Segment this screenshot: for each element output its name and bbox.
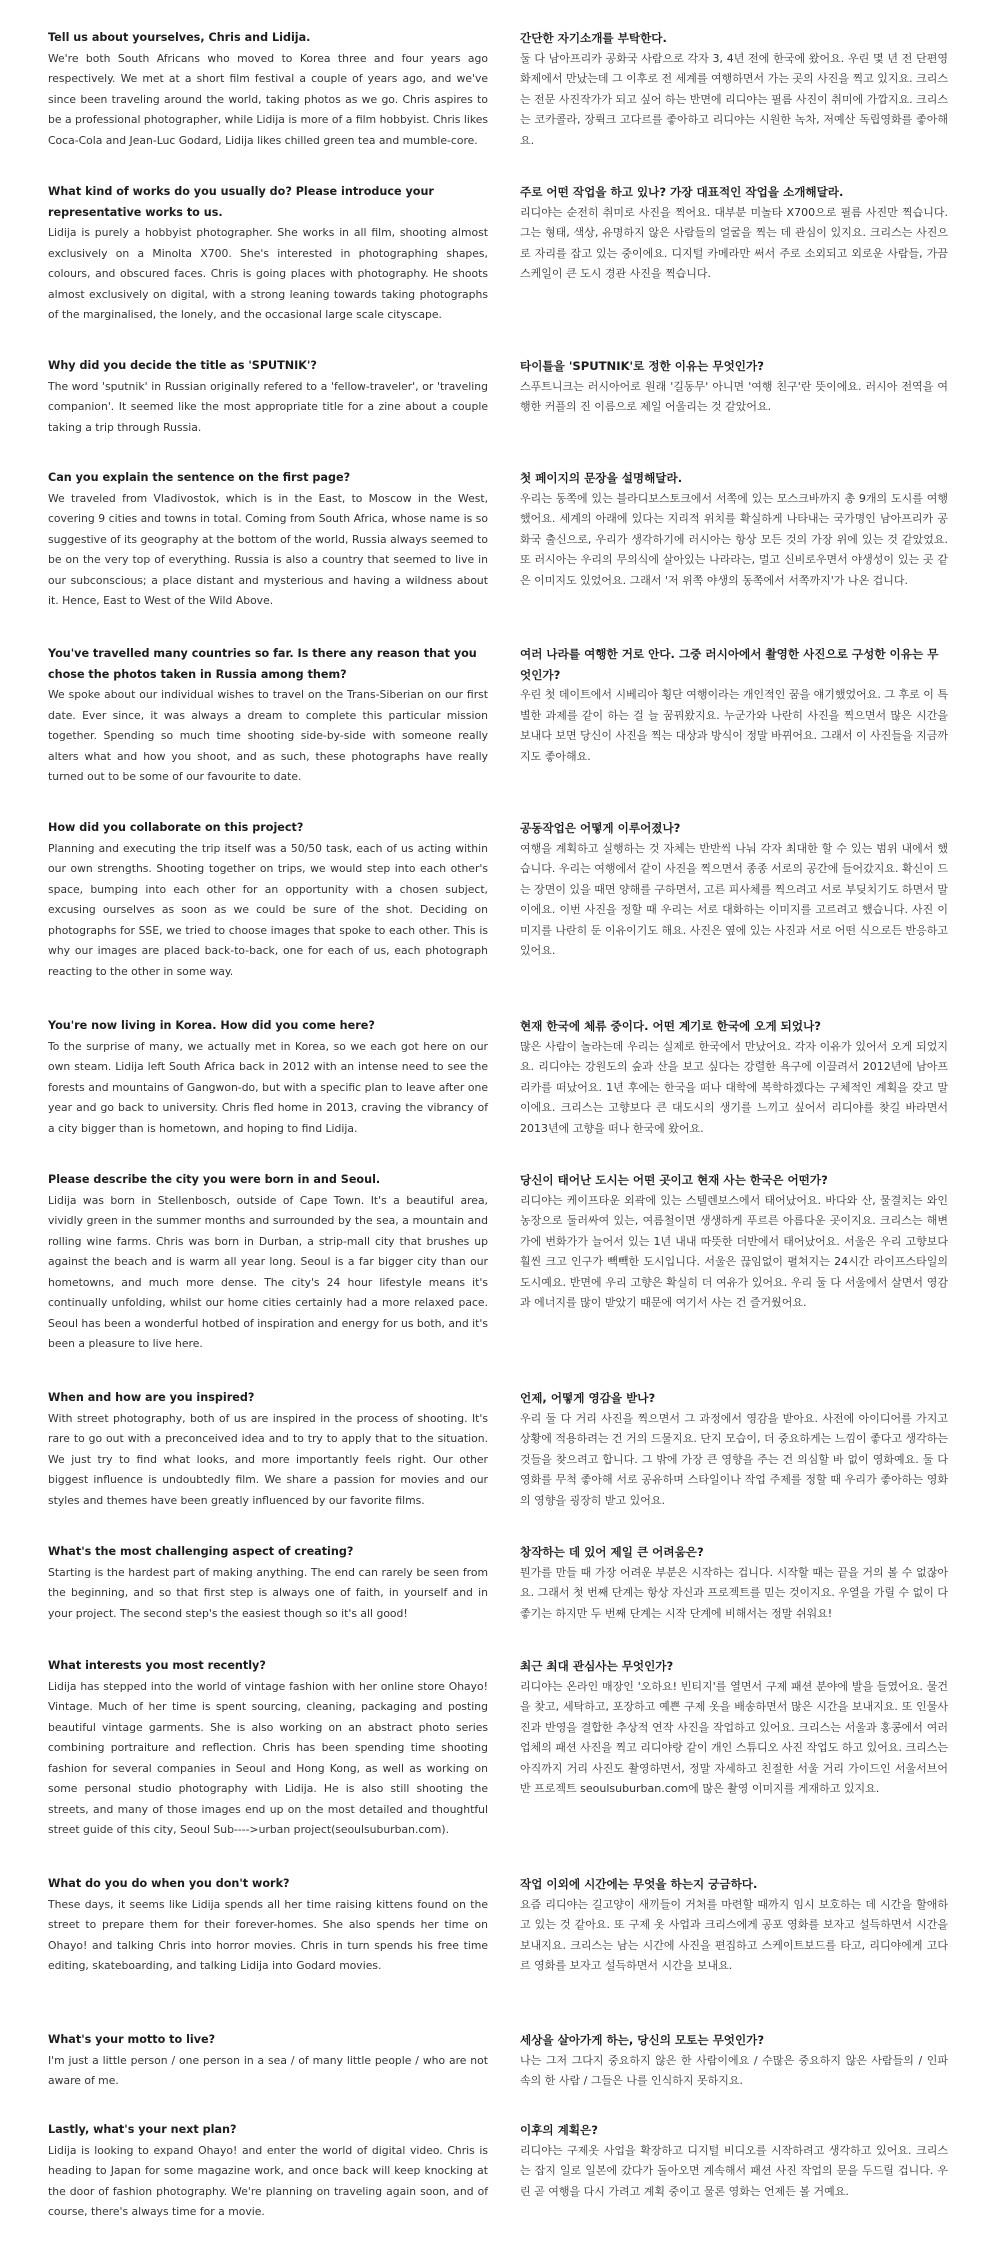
question-ko: 간단한 자기소개를 부탁한다. xyxy=(520,31,667,45)
question-en: You've travelled many countries so far. Is there any reason that you chose the photos taken in Russia among them? xyxy=(48,647,477,681)
answer-ko: 리디야는 구제옷 사업을 확장하고 디지털 비디오를 시작하려고 생각하고 있어요. 크리스는 잡지 일로 일본에 갔다가 돌아오면 계속해서 패션 사진 작업의 문을 두드릴 겁니다. 우린 곧 여행을 다시 가려고 계획 중이고 물론 영화는 언제든 볼 거예요. xyxy=(520,2143,948,2198)
qa-block-ko xyxy=(520,818,948,962)
question-ko: 공동작업은 어떻게 이루어졌나? xyxy=(520,821,681,835)
answer-ko: 리디야는 순전히 취미로 사진을 찍어요. 대부분 미놀타 X700으로 필름 사진만 찍습니다. 그는 형태, 색상, 유명하지 않은 사람들의 얼굴을 찍는 데 관심이 있지요. 크리스는 사진으로 자리를 잡고 있는 중이에요. 디지털 카메라만 써서 주로 소외되고 외로운 사람들, 가끔 스케일이 큰 도시 경관 사진을 찍습니다. xyxy=(520,205,948,280)
question-en: What interests you most recently? xyxy=(48,1659,266,1672)
answer-ko: 뭔가를 만들 때 가장 어려운 부분은 시작하는 겁니다. 시작할 때는 끝을 거의 볼 수 없잖아요. 그래서 첫 번째 단계는 항상 자신과 프로젝트를 믿는 것이지요. 우열을 가릴 수 없이 다 좋기는 하지만 두 번째 단계는 시작 단계에 비해서는 정말 쉬워요! xyxy=(520,1565,948,1620)
qa-block-ko xyxy=(520,1874,948,1977)
answer-ko: 요즘 리디야는 길고양이 새끼들이 거처를 마련할 때까지 임시 보호하는 데 시간을 할애하고 있는 것 같아요. 또 구제 옷 사업과 크리스에게 공포 영화를 보자고 설득하면서 시간을 보내지요. 크리스는 남는 시간에 사진을 편집하고 스케이트보드를 타고, 리디야에게 고다르 영화를 보자고 설득하면서 시간을 보내요. xyxy=(520,1897,948,1972)
question-ko: 창작하는 데 있어 제일 큰 어려움은? xyxy=(520,1545,704,1559)
answer-en: Lidija is purely a hobbyist photographer. She works in all film, shooting almost exclusively on a Minolta X700. She's interested in photographing shapes, colours, and obscured faces. Chris is going places with photography. He shoots almost exclusively on digital, with a strong leaning towards taking photographs of the marginalised, the lonely, and the occasional large scale cityscape. xyxy=(48,226,488,321)
qa-block-en xyxy=(48,1874,488,1977)
question-en: How did you collaborate on this project? xyxy=(48,821,304,834)
answer-en: I'm just a little person / one person in a sea / of many little people / who are not aware of me. xyxy=(48,2053,488,2087)
question-en: Can you explain the sentence on the first page? xyxy=(48,471,351,484)
answer-ko: 우린 첫 데이트에서 시베리아 횡단 여행이라는 개인적인 꿈을 얘기했었어요. 그 후로 이 특별한 과제를 같이 하는 걸 늘 꿈꿔왔지요. 누군가와 나란히 사진을 찍으면서 많은 시간을 보내다 보면 당신이 사진을 찍는 대상과 방식이 정말 바뀌어요. 그래서 이 사진들을 지금까지도 좋아해요. xyxy=(520,688,948,763)
qa-block-ko xyxy=(520,356,948,418)
question-ko: 첫 페이지의 문장을 설명해달라. xyxy=(520,471,683,485)
question-ko: 세상을 살아가게 하는, 당신의 모토는 무엇인가? xyxy=(520,2033,765,2047)
answer-en: We spoke about our individual wishes to travel on the Trans-Siberian on our first date. Ever since, it was always a dream to complete this particular mission together. Spending so much time shooting side-by-side with someone really alters what and how you shoot, and as such, these photographs have really turned out to be some of our favourite to date. xyxy=(48,688,488,783)
question-en: What kind of works do you usually do? Please introduce your representative works to us. xyxy=(48,185,434,219)
qa-block-ko xyxy=(520,182,948,285)
answer-en: These days, it seems like Lidija spends all her time raising kittens found on the street to prepare them for their forever-homes. She also spends her time on Ohayo! and talking Chris into horror movies. Chris in turn spends his free time editing, skateboarding, and talking Lidija into Godard movies. xyxy=(48,1897,488,1972)
qa-block-en xyxy=(48,356,488,438)
question-en: When and how are you inspired? xyxy=(48,1391,255,1404)
answer-en: The word 'sputnik' in Russian originally refered to a 'fellow-traveler', or 'traveling companion'. It seemed like the most appropriate title for a zine about a couple taking a trip through Russia. xyxy=(48,379,488,434)
qa-block-en xyxy=(48,2030,488,2092)
answer-ko: 리디야는 온라인 매장인 '오하요! 빈티지'를 열면서 구제 패션 분야에 발을 들였어요. 물건을 찾고, 세탁하고, 포장하고 예쁜 구제 옷을 배송하면서 많은 시간을 보내지요. 또 인물사진과 반영을 결합한 추상적 연작 사진을 작업하고 있어요. 크리스는 서울과 홍콩에서 여러 업체의 패션 사진을 찍고 리디야랑 같이 개인 스튜디오 사진 작업도 하고 있어요. 크리스는 아직까지 거리 사진도 촬영하면서, 정말 자세하고 친절한 서울 거리 가이드인 서울서브어반 프로젝트 seoulsuburban.com에 많은 촬영 이미지를 게재하고 있지요. xyxy=(520,1679,948,1795)
qa-block-ko xyxy=(520,1542,948,1624)
question-en: You're now living in Korea. How did you come here? xyxy=(48,1019,375,1032)
answer-en: With street photography, both of us are inspired in the process of shooting. It's rare to go out with a preconceived idea and to try to apply that to the situation. We just try to find what looks, and more importantly feels right. Our other biggest influence is undoubtedly film. We share a passion for movies and our styles and themes have been greatly influenced by our favorite films. xyxy=(48,1411,488,1507)
qa-block-en xyxy=(48,1656,488,1841)
qa-block-en xyxy=(48,1388,488,1511)
question-en: Lastly, what's your next plan? xyxy=(48,2123,237,2136)
answer-en: Starting is the hardest part of making anything. The end can rarely be seen from the beginning, and so that first step is always one of faith, in yourself and in your project. The second step's the easiest though so it's all good! xyxy=(48,1565,488,1620)
answer-en: Planning and executing the trip itself was a 50/50 task, each of us acting within our own strengths. Shooting together on trips, we would step into each other's space, bumping into each other for an opportunity with a chosen subject, excusing ourselves as soon as we could be sure of the shot. Deciding on photographs for SSE, we tried to choose images that spoke to each other. This is why our images are placed back-to-back, one for each of us, each photograph reacting to the other in some way. xyxy=(48,841,488,978)
question-en: What do you do when you don't work? xyxy=(48,1877,290,1890)
answer-en: To the surprise of many, we actually met in Korea, so we each got here on our own steam. Lidija left South Africa back in 2012 with an intense need to see the forests and mountains of Gangwon-do, but with a specific plan to leave after one year and go back to university. Chris fled home in 2013, craving the vibrancy of a city bigger than is hometown, and hoping to find Lidija. xyxy=(48,1039,488,1135)
question-en: Why did you decide the title as 'SPUTNIK'? xyxy=(48,359,317,372)
question-en: Please describe the city you were born in and Seoul. xyxy=(48,1173,381,1186)
qa-block-en xyxy=(48,1542,488,1624)
qa-block-en xyxy=(48,182,488,326)
qa-block-ko xyxy=(520,1388,948,1511)
qa-block-en xyxy=(48,1170,488,1355)
question-ko: 언제, 어떻게 영감을 받나? xyxy=(520,1391,656,1405)
question-ko: 당신이 태어난 도시는 어떤 곳이고 현재 사는 한국은 어떤가? xyxy=(520,1173,828,1187)
qa-block-en xyxy=(48,28,488,151)
qa-block-ko xyxy=(520,2030,948,2092)
answer-ko: 리디야는 케이프타운 외곽에 있는 스텔렌보스에서 태어났어요. 바다와 산, 물결치는 와인 농장으로 둘러싸여 있는, 여름철이면 생생하게 푸르른 아름다운 곳이지요. 크리스는 해변가에 번화가가 늘어서 있는 1년 내내 따뜻한 더반에서 태어났어요. 서울은 우리 고향보다 훨씬 크고 인구가 빽빽한 도시입니다. 서울은 끊임없이 펼쳐지는 24시간 라이프스타일의 도시예요. 반면에 우리 고향은 확실히 더 여유가 있어요. 우리 둘 다 서울에서 살면서 영감과 에너지를 많이 받았기 때문에 여기서 사는 건 즐거웠어요. xyxy=(520,1193,948,1309)
qa-block-en xyxy=(48,644,488,788)
qa-block-en xyxy=(48,2120,488,2223)
question-ko: 현재 한국에 체류 중이다. 어떤 계기로 한국에 오게 되었나? xyxy=(520,1019,822,1033)
answer-ko: 스푸트니크는 러시아어로 원래 '길동무' 아니면 '여행 친구'란 뜻이에요. 러시아 전역을 여행한 커플의 진 이름으로 제일 어울리는 것 같았어요. xyxy=(520,379,948,413)
question-en: Tell us about yourselves, Chris and Lidija. xyxy=(48,31,311,44)
qa-block-ko xyxy=(520,28,948,151)
answer-en: Lidija is looking to expand Ohayo! and enter the world of digital video. Chris is heading to Japan for some magazine work, and once back will keep knocking at the door of fashion photography. We're planning on traveling again soon, and of course, there's always time for a movie. xyxy=(48,2143,488,2218)
question-ko: 타이틀을 'SPUTNIK'로 정한 이유는 무엇인가? xyxy=(520,359,764,373)
answer-en: Lidija was born in Stellenbosch, outside of Cape Town. It's a beautiful area, vividly green in the summer months and surrounded by the sea, a mountain and rolling wine farms. Chris was born in Durban, a strip-mall city that brushes up against the beach and is warm all year long. Seoul is a far bigger city than our hometowns, and much more dense. The city's 24 hour lifestyle means it's continually unfolding, whilst our home cities certainly had a more relaxed pace. Seoul has been a wonderful hotbed of inspiration and energy for us both, and it's been a pleasure to live here. xyxy=(48,1193,488,1350)
answer-ko: 많은 사람이 놀라는데 우리는 실제로 한국에서 만났어요. 각자 이유가 있어서 오게 되었지요. 리디야는 강원도의 숲과 산을 보고 싶다는 강렬한 욕구에 이끌려서 2012년에 남아프리카를 떠났어요. 1년 후에는 한국을 떠나 대학에 복학하겠다는 구체적인 계획을 갖고 말이에요. 크리스는 고향보다 큰 대도시의 생기를 느끼고 싶어서 리디야를 찾길 바라면서 2013년에 고향을 떠나 한국에 왔어요. xyxy=(520,1039,948,1135)
qa-block-ko xyxy=(520,1016,948,1139)
answer-ko: 여행을 계획하고 실행하는 것 자체는 반반씩 나눠 각자 최대한 할 수 있는 범위 내에서 했습니다. 우리는 여행에서 같이 사진을 찍으면서 종종 서로의 공간에 들어갔지요. 확신이 드는 장면이 있을 때면 양해를 구하면서, 고른 피사체를 찍으려고 서로 부딪치기도 하면서 말이에요. 이번 사진을 정할 때 우리는 서로 대화하는 이미지를 고르려고 했습니다. 사진 이미지를 나란히 둔 이유이기도 해요. 사진은 옆에 있는 사진과 서로 어떤 식으로든 반응하고 있어요. xyxy=(520,841,948,957)
qa-block-ko xyxy=(520,2120,948,2202)
qa-block-ko xyxy=(520,1656,948,1800)
qa-block-ko xyxy=(520,468,948,591)
qa-block-en xyxy=(48,468,488,612)
answer-ko: 우리 둘 다 거리 사진을 찍으면서 그 과정에서 영감을 받아요. 사전에 아이디어를 가지고 상황에 적용하려는 건 거의 드물지요. 단지 모습이, 더 중요하게는 느낌이 좋다고 생각하는 것들을 찾으려고 합니다. 그 밖에 가장 큰 영향을 주는 건 의심할 바 없이 영화예요. 둘 다 영화를 무척 좋아해 서로 공유하며 스타일이나 작업 주제를 정할 때 우리가 좋아하는 영화의 영향을 굉장히 받고 있어요. xyxy=(520,1411,948,1507)
answer-ko: 우리는 동쪽에 있는 블라디보스토크에서 서쪽에 있는 모스크바까지 총 9개의 도시를 여행했어요. 세계의 아래에 있다는 지리적 위치를 확실하게 나타내는 국가명인 남아프리카 공화국 출신으로, 우리가 생각하기에 러시아는 항상 모든 것의 가장 위에 있는 것 같았었요. 또 러시아는 우리의 무의식에 살아있는 나라라는, 멀고 신비로우면서 야생성이 있는 곳 같은 이미지도 있었어요. 그래서 '저 위쪽 야생의 동쪽에서 서쪽까지'가 나온 겁니다. xyxy=(520,491,948,587)
question-ko: 여러 나라를 여행한 거로 안다. 그중 러시아에서 촬영한 사진으로 구성한 이유는 무엇인가? xyxy=(520,647,939,682)
answer-ko: 나는 그저 그다지 중요하지 않은 한 사람이에요 / 수많은 중요하지 않은 사람들의 / 인파 속의 한 사람 / 그들은 나를 인식하지 못하지요. xyxy=(520,2053,948,2087)
answer-ko: 둘 다 남아프리카 공화국 사람으로 각자 3, 4년 전에 한국에 왔어요. 우린 몇 년 전 단편영화제에서 만났는데 그 이후로 전 세계를 여행하면서 가는 곳의 사진을 찍고 있지요. 크리스는 전문 사진작가가 되고 싶어 하는 반면에 리디야는 필름 사진이 취미에 가깝지요. 크리스는 코카콜라, 장뤽크 고다르를 좋아하고 리디야는 시원한 녹차, 저예산 독립영화를 좋아해요. xyxy=(520,51,948,147)
question-en: What's your motto to live? xyxy=(48,2033,216,2046)
answer-en: Lidija has stepped into the world of vintage fashion with her online store Ohayo! Vintage. Much of her time is spent sourcing, cleaning, packaging and posting beautiful vintage garments. She is also working on an abstract photo series combining portraiture and reflection. Chris has been spending time shooting fashion for several companies in Seoul and Hong Kong, as well as working on some personal studio photography with Lidija. He is also still shooting the streets, and many of those images end up on the most detailed and thoughtful street guide of this city, Seoul Sub---->urban project(seoulsuburban.com). xyxy=(48,1679,488,1836)
qa-block-en xyxy=(48,818,488,982)
question-ko: 작업 이외에 시간에는 무엇을 하는지 궁금하다. xyxy=(520,1877,758,1891)
qa-block-en xyxy=(48,1016,488,1139)
question-ko: 주로 어떤 작업을 하고 있나? 가장 대표적인 작업을 소개해달라. xyxy=(520,185,844,199)
qa-block-ko xyxy=(520,644,948,767)
answer-en: We're both South Africans who moved to Korea three and four years ago respectively. We met at a short film festival a couple of years ago, and we've since been traveling around the world, taking photos as we go. Chris aspires to be a professional photographer, while Lidija is more of a film hobbyist. Chris likes Coca-Cola and Jean-Luc Godard, Lidija likes chilled green tea and mumble-core. xyxy=(48,51,488,147)
answer-en: We traveled from Vladivostok, which is in the East, to Moscow in the West, covering 9 cities and towns in total. Coming from South Africa, whose name is so suggestive of its geography at the bottom of the world, Russia always seemed to be on the very top of everything. Russia is also a country that seemed to live in our subconscious; a place distant and mysterious and having a wildness about it. Hence, East to West of the Wild Above. xyxy=(48,491,488,607)
question-ko: 최근 최대 관심사는 무엇인가? xyxy=(520,1659,674,1673)
qa-block-ko xyxy=(520,1170,948,1314)
question-ko: 이후의 계획은? xyxy=(520,2123,598,2137)
question-en: What's the most challenging aspect of creating? xyxy=(48,1545,354,1558)
